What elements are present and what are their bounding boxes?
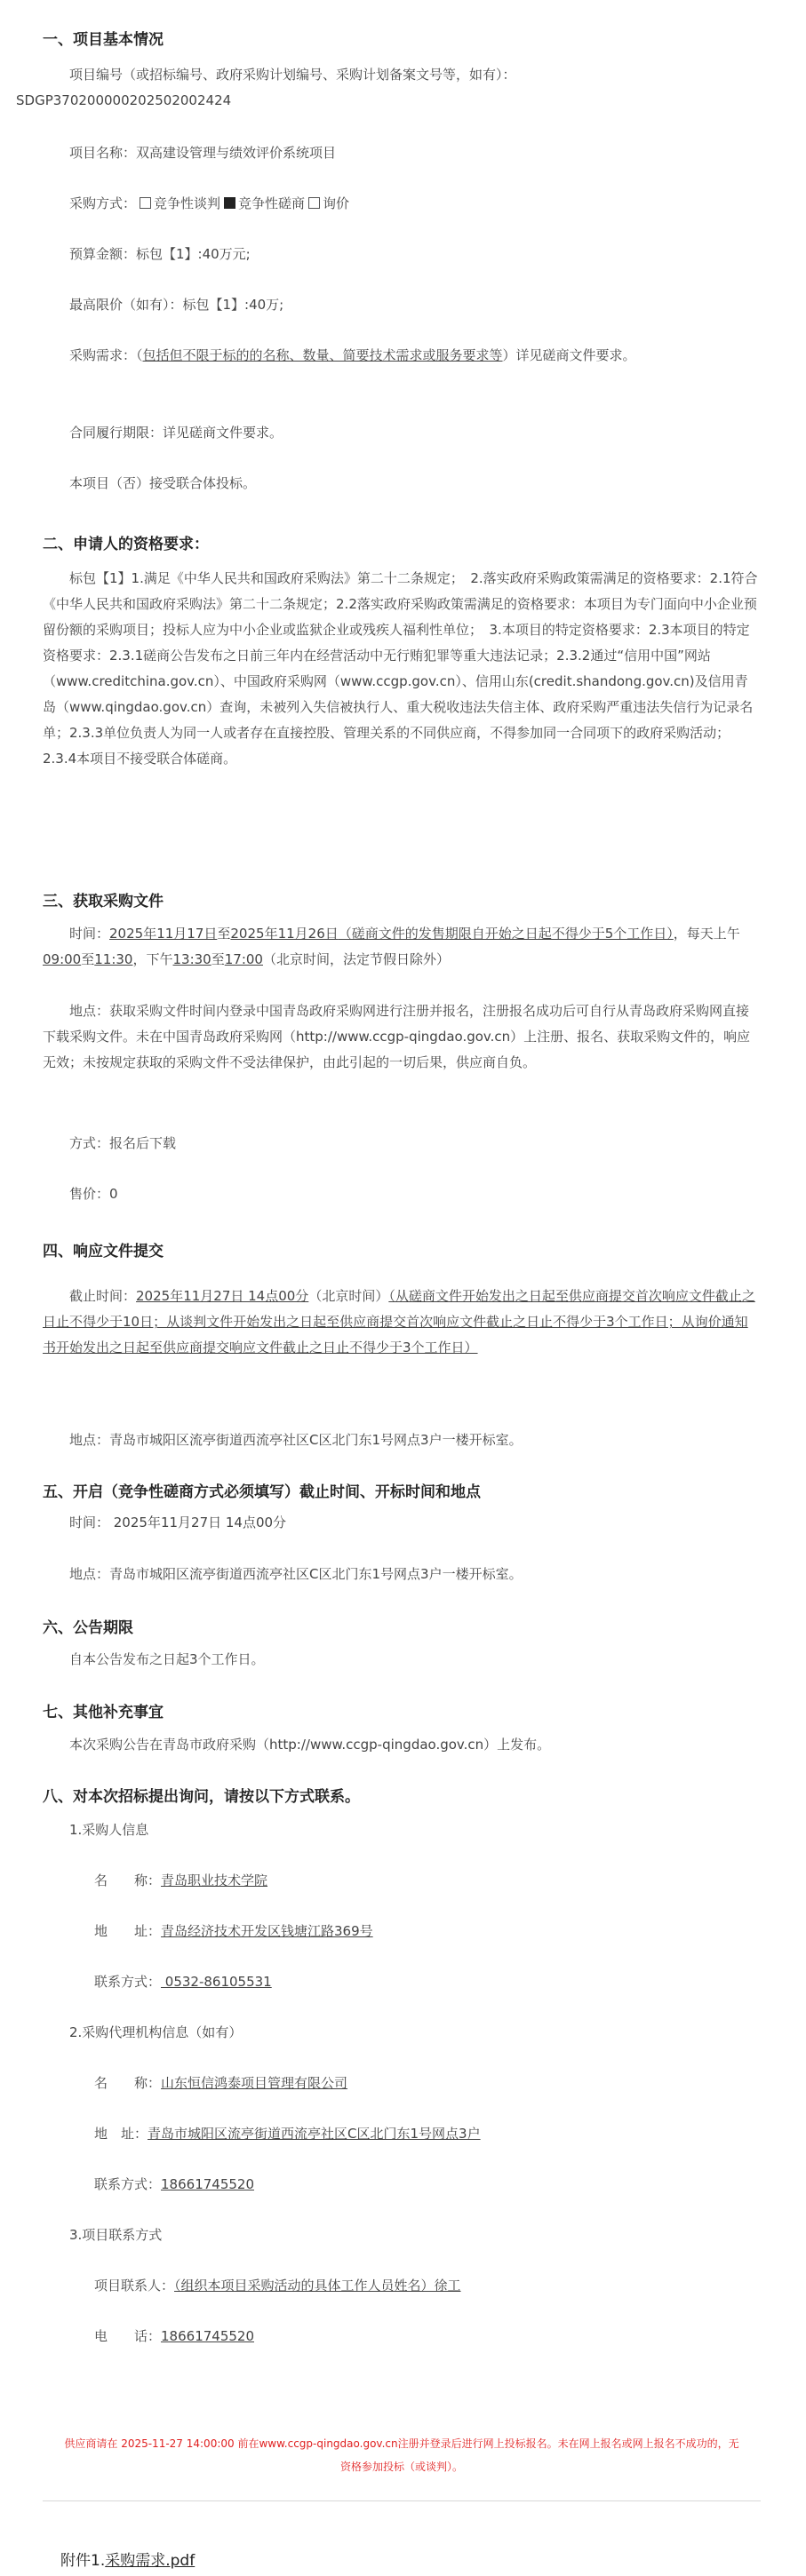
buyer-address — [43, 1919, 761, 1944]
contact-person-label: 项目联系人： — [94, 2278, 175, 2294]
time-note: （磋商文件的发售期限自开始之日起不得少于5个工作日） — [338, 926, 674, 942]
project-no-label: 项目编号（或招标编号、政府采购计划编号、采购计划备案文号等，如有）： — [69, 67, 516, 83]
agent-name-value: 山东恒信鸿泰项目管理有限公司 — [161, 2075, 348, 2091]
method-option-1: 竞争性谈判 — [154, 195, 221, 211]
pm-start: 13:30 — [172, 951, 211, 967]
project-no-value: SDGP370200000202502002424 — [16, 92, 232, 108]
purchase-demand — [43, 343, 761, 369]
contract-period: 合同履行期限：详见磋商文件要求。 — [69, 425, 283, 441]
buyer-contact-value: 0532-86105531 — [161, 1974, 272, 1990]
attachment — [60, 2548, 195, 2570]
method-option-3: 询价 — [323, 195, 350, 211]
contact-person-value: （组织本项目采购活动的具体工作人员姓名）徐工 — [174, 2278, 461, 2294]
obtain-time: 时间：2025年11月17日至2025年11月26日（磋商文件的发售期限自开始之日起不得少于5个工作日），每天上午09:00至11:30，下午13:30至17:00（北京时间，法定节假日除外） — [43, 926, 740, 967]
submit-place: 地点：青岛市城阳区流亭街道西流亭社区C区北门东1号网点3户一楼开标室。 — [69, 1432, 523, 1448]
method-label: 采购方式： — [69, 195, 137, 211]
time-to: 至 — [217, 926, 231, 942]
attachment-link[interactable]: 采购需求.pdf — [105, 2552, 196, 2570]
notice-line-2: 资格参加投标（或谈判）。 — [339, 2461, 463, 2473]
buyer-name-value: 青岛职业技术学院 — [161, 1872, 268, 1888]
section-7-title: 七、其他补充事宜 — [43, 1704, 164, 1721]
method-option-2: 竞争性磋商 — [238, 195, 306, 211]
demand-prefix: 采购需求：（ — [69, 347, 143, 363]
checkbox-empty-icon — [140, 197, 151, 209]
buyer-name — [43, 1868, 761, 1894]
agent-name — [43, 2071, 761, 2096]
section-1-title: 一、项目基本情况 — [43, 31, 164, 49]
divider — [43, 2500, 761, 2501]
registration-notice — [43, 2432, 761, 2478]
time-end: 2025年11月26日 — [230, 926, 339, 942]
buyer-name-label: 名 称： — [94, 1872, 162, 1888]
time-daily-prefix: ，每天上午 — [673, 926, 740, 942]
agent-name-label: 名 称： — [94, 2075, 162, 2091]
deadline-label: 截止时间： — [69, 1288, 137, 1304]
consortium-note: 本项目（否）接受联合体投标。 — [69, 475, 257, 491]
notice-line-1: 供应商请在 2025-11-27 14:00:00 前在www.ccgp-qingdao.gov.cn注册并登录后进行网上投标报名。未在网上报名或网上报名不成功的，无 — [64, 2437, 739, 2450]
section-2-title: 二、申请人的资格要求： — [43, 536, 209, 553]
project-contact-phone — [43, 2324, 761, 2349]
project-contact-title: 3.项目联系方式 — [69, 2227, 163, 2243]
contact-phone-value: 18661745520 — [161, 2328, 254, 2344]
notice-period: 自本公告发布之日起3个工作日。 — [69, 1651, 265, 1667]
open-time: 时间： 2025年11月27日 14点00分 — [69, 1515, 287, 1530]
agent-address-label: 地 址： — [94, 2126, 148, 2142]
deadline-value: 2025年11月27日 14点00分 — [136, 1288, 309, 1304]
checkbox-empty-icon — [308, 197, 320, 209]
buyer-info-title: 1.采购人信息 — [69, 1822, 149, 1838]
purchase-method — [43, 191, 761, 217]
contact-phone-label: 电 话： — [94, 2328, 162, 2344]
supplementary: 本次采购公告在青岛市政府采购（http://www.ccgp-qingdao.gov.cn）上发布。 — [69, 1737, 551, 1753]
attachment-label: 附件1. — [60, 2552, 106, 2570]
section-3-title: 三、获取采购文件 — [43, 893, 164, 910]
project-contact-person — [43, 2273, 761, 2299]
open-place: 地点：青岛市城阳区流亭街道西流亭社区C区北门东1号网点3户一楼开标室。 — [69, 1566, 523, 1582]
agent-contact-label: 联系方式： — [94, 2176, 162, 2192]
project-name: 项目名称：双高建设管理与绩效评价系统项目 — [69, 145, 337, 161]
obtain-place: 地点：获取采购文件时间内登录中国青岛政府采购网进行注册并报名，注册报名成功后可自行从青岛政府采购网直接下载采购文件。未在中国青岛政府采购网（http://www.ccgp-qingdao.gov.cn）上注册、报名、获取采购文件的，响应无效；未按规定获取的采购文件不受法律保护，由此引起的一切后果，供应商自负。 — [43, 1003, 751, 1070]
section-8-title: 八、对本次招标提出询问，请按以下方式联系。 — [43, 1788, 360, 1806]
qualification-body: 标包【1】1.满足《中华人民共和国政府采购法》第二十二条规定； 2.落实政府采购政策需满足的资格要求：2.1符合《中华人民共和国政府采购法》第二十二条规定；2.2落实政府采购政策需满足的资格要求：本项目为专门面向中小企业预留份额的采购项目；投标人应为中小企业或监狱企业或残疾人福利性单位； 3.本项目的特定资格要求：2.3本项目的特定资格要求：2.3.1磋商公告发布之日前三年内在经营活动中无行贿犯罪等重大违法记录；2.3.2通过“信用中国”网站（www.creditchina.gov.cn）、中国政府采购网（www.ccgp.gov.cn）、信用山东(credit.shandong.gov.cn)及信用青岛（www.qingdao.gov.cn）查询，未被列入失信被执行人、重大税收违法失信主体、政府采购严重违法失信行为记录名单；2.3.3单位负责人为同一人或者存在直接控股、管理关系的不同供应商，不得参加同一合同项下的政府采购活动；2.3.4本项目不接受联合体磋商。 — [43, 570, 758, 767]
deadline-note: （从磋商文件开始发出之日起至供应商提交首次响应文件截止之日止不得少于10日；从谈判文件开始发出之日起至供应商提交首次响应文件截止之日止不得少于3个工作日；从询价通知书开始发出之日起至供应商提交响应文件截止之日止不得少于3个工作日） — [43, 1288, 755, 1356]
buyer-address-value: 青岛经济技术开发区钱塘江路369号 — [161, 1923, 373, 1939]
section-6-title: 六、公告期限 — [43, 1619, 133, 1637]
agent-contact — [43, 2172, 761, 2198]
project-no — [16, 62, 761, 114]
demand-underlined: 包括但不限于标的的名称、数量、简要技术需求或服务要求等 — [142, 347, 503, 363]
buyer-contact — [43, 1969, 761, 1995]
checkbox-checked-icon — [224, 197, 235, 209]
max-price: 最高限价（如有）：标包【1】:40万; — [69, 297, 284, 313]
buyer-contact-label: 联系方式： — [94, 1974, 162, 1990]
agent-address — [43, 2121, 761, 2147]
time-tail: （北京时间，法定节假日除外） — [262, 951, 450, 967]
time-start: 2025年11月17日 — [109, 926, 218, 942]
am-end: 11:30 — [94, 951, 133, 967]
demand-suffix: ）详见磋商文件要求。 — [502, 347, 636, 363]
agent-info-title: 2.采购代理机构信息（如有） — [69, 2024, 243, 2040]
time-label: 时间： — [69, 926, 110, 942]
section-4-title: 四、响应文件提交 — [43, 1243, 164, 1260]
agent-contact-value: 18661745520 — [161, 2176, 254, 2192]
deadline-bj: （北京时间） — [308, 1288, 389, 1304]
obtain-price: 售价：0 — [69, 1186, 118, 1202]
budget-amount: 预算金额：标包【1】:40万元; — [69, 246, 251, 262]
obtain-way: 方式：报名后下载 — [69, 1135, 177, 1151]
agent-address-value: 青岛市城阳区流亭街道西流亭社区C区北门东1号网点3户 — [148, 2126, 481, 2142]
buyer-address-label: 地 址： — [94, 1923, 162, 1939]
am-start: 09:00 — [43, 951, 82, 967]
pm-end: 17:00 — [224, 951, 263, 967]
submit-deadline — [43, 1284, 761, 1361]
pm-label: ，下午 — [132, 951, 173, 967]
section-5-title: 五、开启（竞争性磋商方式必须填写）截止时间、开标时间和地点 — [43, 1483, 481, 1501]
